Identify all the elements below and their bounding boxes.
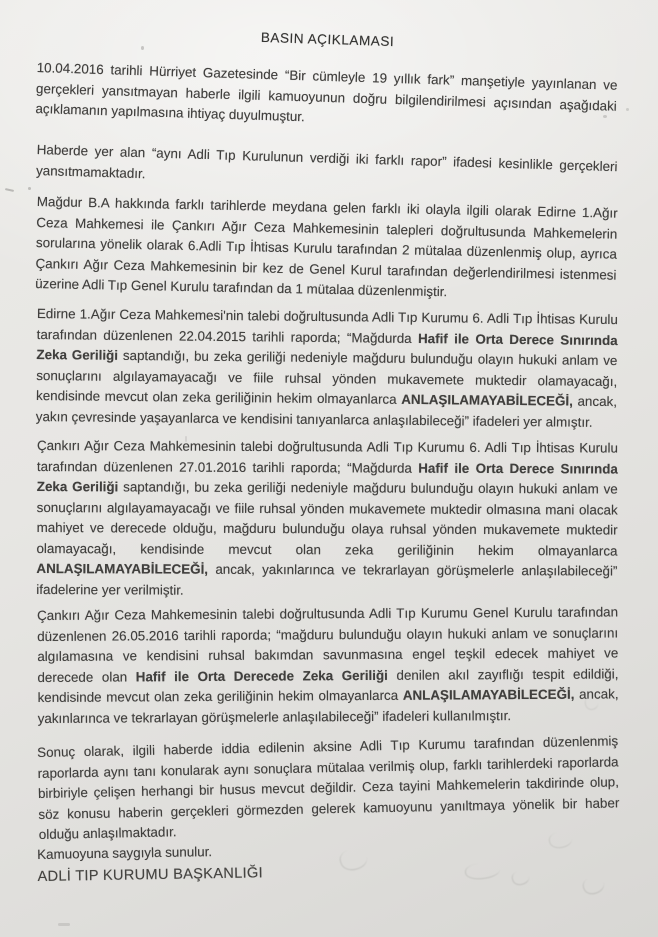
bold-text-run: ANLAŞILAMAYABİLECEĞİ, xyxy=(36,560,209,577)
paragraph-4 xyxy=(36,304,618,433)
page-title: BASIN AÇIKLAMASI xyxy=(260,29,395,50)
margin-dash-mark xyxy=(5,188,14,192)
ink-speck xyxy=(626,108,629,111)
paragraph-1 xyxy=(35,58,618,137)
paragraph-7 xyxy=(37,731,620,845)
bold-text-run: Hafif ile Orta Derece Sınırında Zeka Geriliği xyxy=(36,459,618,494)
text-run: Çankırı Ağır Ceza Mahkemesinin talebi doğrultusunda Adli Tıp Kurumu Genel Kurulu tarafından düzenlenen 26.05.2016 tarihli raporda; “mağduru bulunduğu olayın hukuki anlam ve sonuçlarını algılamasına ve kendisini ruhsal bakımdan savunmasına engel teşkil edecek mahiyet ve derecede olan xyxy=(37,603,619,684)
paragraph-3 xyxy=(35,192,618,306)
text-run: Edirne 1.Ağır Ceza Mahkemesi'nin talebi doğrultusunda Adli Tıp Kurumu 6. Adli Tıp İhtisas Kurulu tarafından düzenlenen 22.04.2015 tarihli raporda; “Mağdurda xyxy=(36,305,618,345)
text-run: Çankırı Ağır Ceza Mahkemesinin talebi doğrultusunda Adli Tıp Kurumu 6. Adli Tıp İhtisas Kurulu tarafından düzenlenen 27.01.2016 tarihli raporda; “Mağdurda xyxy=(36,437,618,475)
bold-text-run: Hafif ile Orta Derece Sınırında Zeka Geriliği xyxy=(36,329,618,363)
margin-dot-mark xyxy=(28,187,31,190)
bold-text-run: ANLAŞILAMAYABİLECEĞİ, xyxy=(402,686,575,703)
bold-text-run: ANLAŞILAMAYABİLECEĞİ, xyxy=(401,391,573,409)
ink-speck xyxy=(141,46,144,50)
text-run: 10.04.2016 tarihli Hürriyet Gazetesinde “Bir cümleyle 19 yıllık fark” manşetiyle yayınlanan ve gerçekleri yansıtmayan haberle ilgili kamuoyunun doğru bilgilendirilmesi açısından aşağıdaki açıklamanın yapılmasına ihtiyaç duyulmuştur. xyxy=(35,59,618,124)
paragraph-6 xyxy=(37,602,619,729)
paragraphs-host xyxy=(37,58,618,888)
text-run: saptandığı, bu zeka geriliği nedeniyle mağduru bulunduğu olayın hukuki anlam ve sonuçlarını algılayamayacağı ve fiile ruhsal yönden mukavemete muktedir olmasına mani olacak mahiyet ve derecede olduğu, mağduru bulunduğu olaya ruhsal yönden mukavemete muktedir olamayacağı, kendisinde mevcut olan zeka geriliğinin hekim olmayanlarca xyxy=(36,478,618,558)
ink-speck xyxy=(603,115,607,118)
closing-block xyxy=(37,835,619,887)
text-run: Mağdur B.A hakkında farklı tarihlerde meydana gelen farklı iki olayla ilgili olarak Edirne 1.Ağır Ceza Mahkemesi ile Çankırı Ağır Ceza Mahkemesinin talepleri doğrultusunda Mahkemelerin sorularına yönelik olarak 6.Adli Tıp İhtisas Kurulu tarafından 2 mütalaa düzenlenmiş olup, ayrıca Çankırı Ağır Ceza Mahkemesinin bir kez de Genel Kurul tarafından değerlendirilmesi istenmesi üzerine Adli Tıp Genel Kurulu tarafından da 1 mütalaa düzenlenmiştir. xyxy=(35,193,618,300)
text-run: Haberde yer alan “aynı Adli Tıp Kurulunun verdiği iki farklı rapor” ifadesi kesinlikle gerçekleri yansıtmamaktadır. xyxy=(35,141,618,181)
bold-text-run: Hafif ile Orta Derecede Zeka Geriliği xyxy=(135,666,388,684)
text-run: denilen akıl zayıflığı tespit edildiği, kendisinde mevcut olan zeka geriliğinin hekim olmayanlarca xyxy=(37,665,619,705)
ink-speck xyxy=(185,436,187,442)
closing-salutation: Kamuoyuna saygıyla sunulur. xyxy=(37,844,213,862)
paragraph-2 xyxy=(36,140,618,198)
paragraph-5 xyxy=(36,436,618,603)
text-run: ancak, yakınlarınca ve tekrarlayan görüşmelerle anlaşılabileceği” ifadeleri kullanılmıştır. xyxy=(37,685,619,725)
text-run: ancak, yakınlarınca ve tekrarlayan görüşmelerle anlaşılabileceği” ifadelerine yer verilmiştir. xyxy=(36,561,618,597)
text-run: ancak, yakın çevresinde yaşayanlarca ve kendisini tanıyanlarca anlaşılabileceği” ifadeleri yer almıştır. xyxy=(35,393,618,429)
document-body xyxy=(37,0,618,887)
closing-signature: ADLİ TIP KURUMU BAŞKANLIĞI xyxy=(37,865,264,885)
text-run: Sonuç olarak, ilgili haberde iddia edilenin aksine Adli Tıp Kurumu tarafından düzenlenmiş raporlarda aynı tanı konularak aynı sonuçlara mütalaa verilmiş olup, farklı tarihlerdeki raporlarda birbiriyle çelişen herhangi bir husus mevcut değildir. Ceza tayini Mahkemelerin takdirinde olup, söz konusu haberin gerçekleri görmezden gelerek kamuoyunu yanıltmaya yönelik bir haber olduğu anlaşılmaktadır. xyxy=(37,732,620,842)
ink-speck xyxy=(58,923,70,926)
text-run: saptandığı, bu zeka geriliği nedeniyle mağduru bulunduğu olayın hukuki anlam ve sonuçlarını algılayamayacağı ve fiile ruhsal yönden mukavemete muktedir olamayacağı, kendisinde mevcut olan zeka geriliğinin hekim olmayanlarca xyxy=(35,347,618,407)
